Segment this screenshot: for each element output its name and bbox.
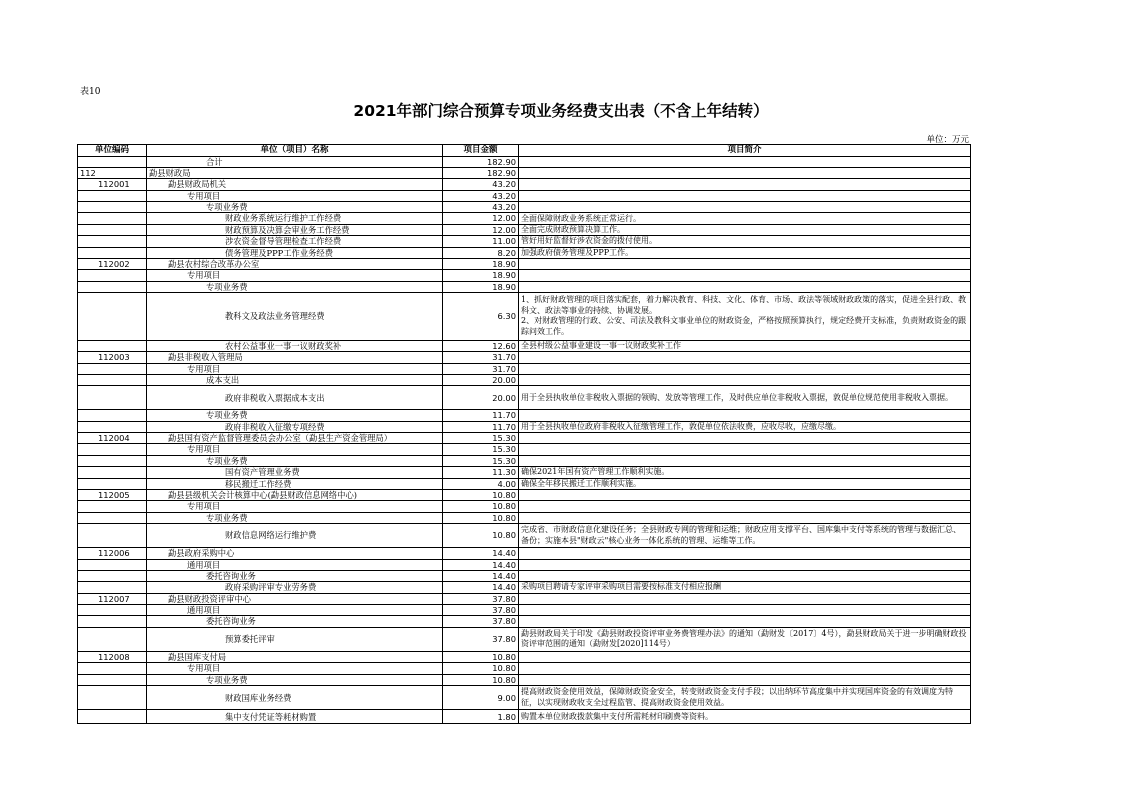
cell-amount: 14.40 <box>443 548 519 559</box>
cell-unit-code <box>78 375 147 386</box>
cell-amount: 43.20 <box>443 202 519 213</box>
cell-amount: 12.00 <box>443 224 519 235</box>
table-row <box>78 467 971 478</box>
cell-amount: 14.40 <box>443 559 519 570</box>
cell-unit-code: 112006 <box>78 548 147 559</box>
table-row <box>78 559 971 570</box>
table-row <box>78 523 971 547</box>
table-row <box>78 710 971 724</box>
cell-unit-name: 预算委托评审 <box>147 627 443 651</box>
cell-unit-code: 112002 <box>78 258 147 269</box>
cell-description: 确保2021年国有资产管理工作顺利实施。 <box>519 467 971 478</box>
cell-description: 全面保障财政业务系统正常运行。 <box>519 213 971 224</box>
cell-description: 采购项目聘请专家评审采购项目需要按标准支付相应报酬 <box>519 582 971 593</box>
cell-unit-code <box>78 570 147 581</box>
cell-amount: 10.80 <box>443 651 519 662</box>
table-row <box>78 236 971 247</box>
cell-unit-code <box>78 444 147 455</box>
cell-unit-code <box>78 605 147 616</box>
cell-description: 完成省、市财政信息化建设任务；全县财政专网的管理和运维；财政应用支撑平台、国库集中支付等系统的管理与数据汇总、备份；实施本县"财政云"核心业务一体化系统的管理、运维等工作。 <box>519 523 971 547</box>
header-unit-code: 单位编码 <box>78 145 147 157</box>
cell-unit-name: 专用项目 <box>147 663 443 674</box>
cell-unit-name: 专项业务费 <box>147 202 443 213</box>
cell-unit-code <box>78 467 147 478</box>
cell-description <box>519 375 971 386</box>
cell-description <box>519 548 971 559</box>
cell-description <box>519 651 971 662</box>
cell-description <box>519 156 971 167</box>
cell-amount: 10.80 <box>443 512 519 523</box>
cell-description <box>519 167 971 178</box>
table-row <box>78 478 971 489</box>
cell-unit-code <box>78 627 147 651</box>
table-row <box>78 421 971 432</box>
cell-description: 1、抓好财政管理的项目落实配套，着力解决教育、科技、文化、体育、市场、政法等领域财政政策的落实，促进全县行政、教科文、政法等事业的持续、协调发展。 2、对财政管理的行政、公安、司法及教科文事业单位的财政资金，严格按照预算执行，规定经费开支标准，负责财政资金的跟踪问效工作。 <box>519 292 971 340</box>
cell-description <box>519 281 971 292</box>
cell-unit-code <box>78 281 147 292</box>
cell-unit-code <box>78 386 147 410</box>
table-row <box>78 156 971 167</box>
cell-amount: 182.90 <box>443 167 519 178</box>
cell-amount: 37.80 <box>443 616 519 627</box>
cell-unit-code: 112 <box>78 167 147 178</box>
cell-unit-name: 勐县县级机关会计核算中心(勐县财政信息网络中心) <box>147 489 443 500</box>
cell-unit-code <box>78 202 147 213</box>
header-unit-name: 单位（项目）名称 <box>147 145 443 157</box>
cell-unit-code <box>78 674 147 685</box>
table-header-row <box>78 145 971 157</box>
cell-unit-name: 勐县政府采购中心 <box>147 548 443 559</box>
table-row <box>78 512 971 523</box>
cell-unit-name: 财政国库业务经费 <box>147 686 443 710</box>
cell-unit-name: 国有资产管理业务费 <box>147 467 443 478</box>
cell-description <box>519 258 971 269</box>
cell-amount: 31.70 <box>443 352 519 363</box>
cell-unit-name: 财政预算及决算会审业务工作经费 <box>147 224 443 235</box>
cell-unit-code <box>78 224 147 235</box>
cell-amount: 12.60 <box>443 340 519 351</box>
cell-unit-name: 成本支出 <box>147 375 443 386</box>
cell-description: 购置本单位财政拨款集中支付所需耗材印刷费等资料。 <box>519 710 971 724</box>
cell-unit-name: 专用项目 <box>147 190 443 201</box>
cell-description <box>519 674 971 685</box>
table-row <box>78 570 971 581</box>
cell-unit-code <box>78 559 147 570</box>
cell-unit-code <box>78 582 147 593</box>
cell-unit-code <box>78 340 147 351</box>
cell-amount: 6.30 <box>443 292 519 340</box>
cell-description: 用于全县执收单位政府非税收入征缴管理工作，敦促单位依法收费，应收尽收，应缴尽缴。 <box>519 421 971 432</box>
cell-amount: 31.70 <box>443 363 519 374</box>
cell-amount: 10.80 <box>443 674 519 685</box>
cell-unit-name: 专用项目 <box>147 501 443 512</box>
cell-unit-code: 112005 <box>78 489 147 500</box>
cell-unit-name: 专用项目 <box>147 363 443 374</box>
cell-amount: 15.30 <box>443 455 519 466</box>
cell-unit-code: 112004 <box>78 433 147 444</box>
cell-description <box>519 616 971 627</box>
cell-description: 全县村级公益事业建设一事一议财政奖补工作 <box>519 340 971 351</box>
cell-amount: 14.40 <box>443 582 519 593</box>
cell-unit-name: 专项业务费 <box>147 281 443 292</box>
cell-unit-name: 财政业务系统运行维护工作经费 <box>147 213 443 224</box>
table-row <box>78 548 971 559</box>
table-row <box>78 224 971 235</box>
cell-unit-name: 专项业务费 <box>147 674 443 685</box>
cell-description <box>519 570 971 581</box>
cell-unit-name: 教科文及政法业务管理经费 <box>147 292 443 340</box>
cell-unit-name: 合计 <box>147 156 443 167</box>
cell-amount: 18.90 <box>443 258 519 269</box>
cell-unit-name: 勐县农村综合改革办公室 <box>147 258 443 269</box>
cell-description <box>519 433 971 444</box>
cell-description <box>519 444 971 455</box>
table-row <box>78 627 971 651</box>
table-row <box>78 247 971 258</box>
table-row <box>78 455 971 466</box>
cell-unit-code <box>78 190 147 201</box>
cell-description <box>519 363 971 374</box>
cell-unit-name: 集中支付凭证等耗材购置 <box>147 710 443 724</box>
table-row <box>78 292 971 340</box>
cell-amount: 11.70 <box>443 421 519 432</box>
cell-unit-name: 政府非税收入征缴专项经费 <box>147 421 443 432</box>
table-row <box>78 179 971 190</box>
cell-unit-code <box>78 501 147 512</box>
cell-amount: 43.20 <box>443 179 519 190</box>
cell-description: 提高财政资金使用效益，保障财政资金安全，转变财政资金支付手段；以出纳环节高度集中并实现国库资金的有效调度为特征，以实现财政收支全过程监管、提高财政资金使用效益。 <box>519 686 971 710</box>
cell-unit-code: 112001 <box>78 179 147 190</box>
cell-unit-name: 涉农资金督导管理检查工作经费 <box>147 236 443 247</box>
cell-unit-code <box>78 523 147 547</box>
cell-unit-code <box>78 663 147 674</box>
table-row <box>78 375 971 386</box>
cell-description: 加强政府债务管理及PPP工作。 <box>519 247 971 258</box>
table-row <box>78 674 971 685</box>
cell-description <box>519 559 971 570</box>
cell-amount: 37.80 <box>443 605 519 616</box>
cell-unit-name: 农村公益事业一事一议财政奖补 <box>147 340 443 351</box>
cell-unit-code <box>78 686 147 710</box>
table-row <box>78 410 971 421</box>
table-row <box>78 258 971 269</box>
cell-description <box>519 410 971 421</box>
cell-unit-code <box>78 247 147 258</box>
cell-amount: 14.40 <box>443 570 519 581</box>
cell-description <box>519 605 971 616</box>
cell-amount: 10.80 <box>443 489 519 500</box>
cell-amount: 43.20 <box>443 190 519 201</box>
cell-unit-name: 勐县财政局机关 <box>147 179 443 190</box>
cell-unit-code <box>78 363 147 374</box>
cell-amount: 4.00 <box>443 478 519 489</box>
cell-unit-name: 勐县财政投资评审中心 <box>147 593 443 604</box>
table-row <box>78 340 971 351</box>
cell-description: 管好用好监督好涉农资金的拨付使用。 <box>519 236 971 247</box>
table-row <box>78 616 971 627</box>
table-row <box>78 352 971 363</box>
table-row <box>78 582 971 593</box>
cell-unit-name: 委托咨询业务 <box>147 570 443 581</box>
table-row <box>78 489 971 500</box>
cell-description <box>519 489 971 500</box>
cell-unit-code <box>78 421 147 432</box>
cell-unit-code <box>78 512 147 523</box>
cell-description <box>519 190 971 201</box>
table-body <box>78 156 971 724</box>
cell-amount: 37.80 <box>443 593 519 604</box>
cell-unit-code: 112007 <box>78 593 147 604</box>
cell-unit-name: 专项业务费 <box>147 512 443 523</box>
cell-amount: 20.00 <box>443 386 519 410</box>
cell-amount: 11.70 <box>443 410 519 421</box>
cell-unit-name: 勐县国有资产监督管理委员会办公室（勐县生产资金管理局） <box>147 433 443 444</box>
cell-amount: 10.80 <box>443 523 519 547</box>
unit-label: 单位：万元 <box>926 135 969 145</box>
cell-unit-name: 专项业务费 <box>147 410 443 421</box>
cell-amount: 11.30 <box>443 467 519 478</box>
table-row <box>78 270 971 281</box>
cell-description: 全面完成财政预算决算工作。 <box>519 224 971 235</box>
cell-unit-code <box>78 710 147 724</box>
cell-unit-name: 政府采购评审专业劳务费 <box>147 582 443 593</box>
table-row <box>78 651 971 662</box>
cell-amount: 20.00 <box>443 375 519 386</box>
cell-description <box>519 593 971 604</box>
cell-amount: 8.20 <box>443 247 519 258</box>
cell-amount: 15.30 <box>443 444 519 455</box>
table-row <box>78 386 971 410</box>
cell-description <box>519 202 971 213</box>
table-row <box>78 605 971 616</box>
cell-unit-code <box>78 236 147 247</box>
cell-unit-name: 勐县非税收入管理局 <box>147 352 443 363</box>
cell-unit-name: 通用项目 <box>147 559 443 570</box>
cell-unit-name: 勐县财政局 <box>147 167 443 178</box>
cell-amount: 15.30 <box>443 433 519 444</box>
cell-unit-code <box>78 410 147 421</box>
table-row <box>78 433 971 444</box>
cell-description: 勐县财政局关于印发《勐县财政投资评审业务费管理办法》的通知（勐财发〔2017〕4号），勐县财政局关于进一步明确财政投资评审范围的通知（勐财发[2020]114号） <box>519 627 971 651</box>
header-amount: 项目金额 <box>443 145 519 157</box>
header-description: 项目简介 <box>519 145 971 157</box>
cell-unit-code <box>78 213 147 224</box>
cell-amount: 18.90 <box>443 281 519 292</box>
cell-amount: 11.00 <box>443 236 519 247</box>
expenditure-table <box>77 144 971 724</box>
cell-description: 用于全县执收单位非税收入票据的领购、发放等管理工作，及时供应单位非税收入票据，敦促单位规范使用非税收入票据。 <box>519 386 971 410</box>
cell-unit-name: 勐县国库支付局 <box>147 651 443 662</box>
table-row <box>78 202 971 213</box>
cell-description <box>519 455 971 466</box>
cell-unit-code: 112003 <box>78 352 147 363</box>
table-row <box>78 190 971 201</box>
cell-description <box>519 512 971 523</box>
cell-unit-name: 专用项目 <box>147 444 443 455</box>
page-title: 2021年部门综合预算专项业务经费支出表（不含上年结转） <box>353 102 769 120</box>
cell-unit-name: 委托咨询业务 <box>147 616 443 627</box>
cell-unit-code <box>78 616 147 627</box>
cell-unit-name: 债务管理及PPP工作业务经费 <box>147 247 443 258</box>
cell-unit-name: 政府非税收入票据成本支出 <box>147 386 443 410</box>
cell-description <box>519 501 971 512</box>
cell-description <box>519 663 971 674</box>
table-row <box>78 686 971 710</box>
table-row <box>78 593 971 604</box>
cell-unit-name: 专用项目 <box>147 270 443 281</box>
cell-description <box>519 270 971 281</box>
cell-description: 确保全年移民搬迁工作顺利实施。 <box>519 478 971 489</box>
table-row <box>78 167 971 178</box>
cell-amount: 12.00 <box>443 213 519 224</box>
table-row <box>78 281 971 292</box>
table-row <box>78 363 971 374</box>
cell-unit-code <box>78 270 147 281</box>
table-row <box>78 501 971 512</box>
cell-description <box>519 352 971 363</box>
cell-amount: 10.80 <box>443 501 519 512</box>
cell-unit-code <box>78 292 147 340</box>
cell-unit-code <box>78 478 147 489</box>
cell-amount: 9.00 <box>443 686 519 710</box>
cell-amount: 182.90 <box>443 156 519 167</box>
cell-unit-name: 通用项目 <box>147 605 443 616</box>
table-row <box>78 213 971 224</box>
cell-unit-code: 112008 <box>78 651 147 662</box>
cell-unit-name: 移民搬迁工作经费 <box>147 478 443 489</box>
cell-description <box>519 179 971 190</box>
cell-unit-code <box>78 156 147 167</box>
table-row <box>78 663 971 674</box>
table-row <box>78 444 971 455</box>
sheet-number: 表10 <box>80 87 101 97</box>
cell-unit-name: 财政信息网络运行维护费 <box>147 523 443 547</box>
cell-unit-code <box>78 455 147 466</box>
cell-unit-name: 专项业务费 <box>147 455 443 466</box>
cell-amount: 10.80 <box>443 663 519 674</box>
cell-amount: 1.80 <box>443 710 519 724</box>
cell-amount: 18.90 <box>443 270 519 281</box>
cell-amount: 37.80 <box>443 627 519 651</box>
